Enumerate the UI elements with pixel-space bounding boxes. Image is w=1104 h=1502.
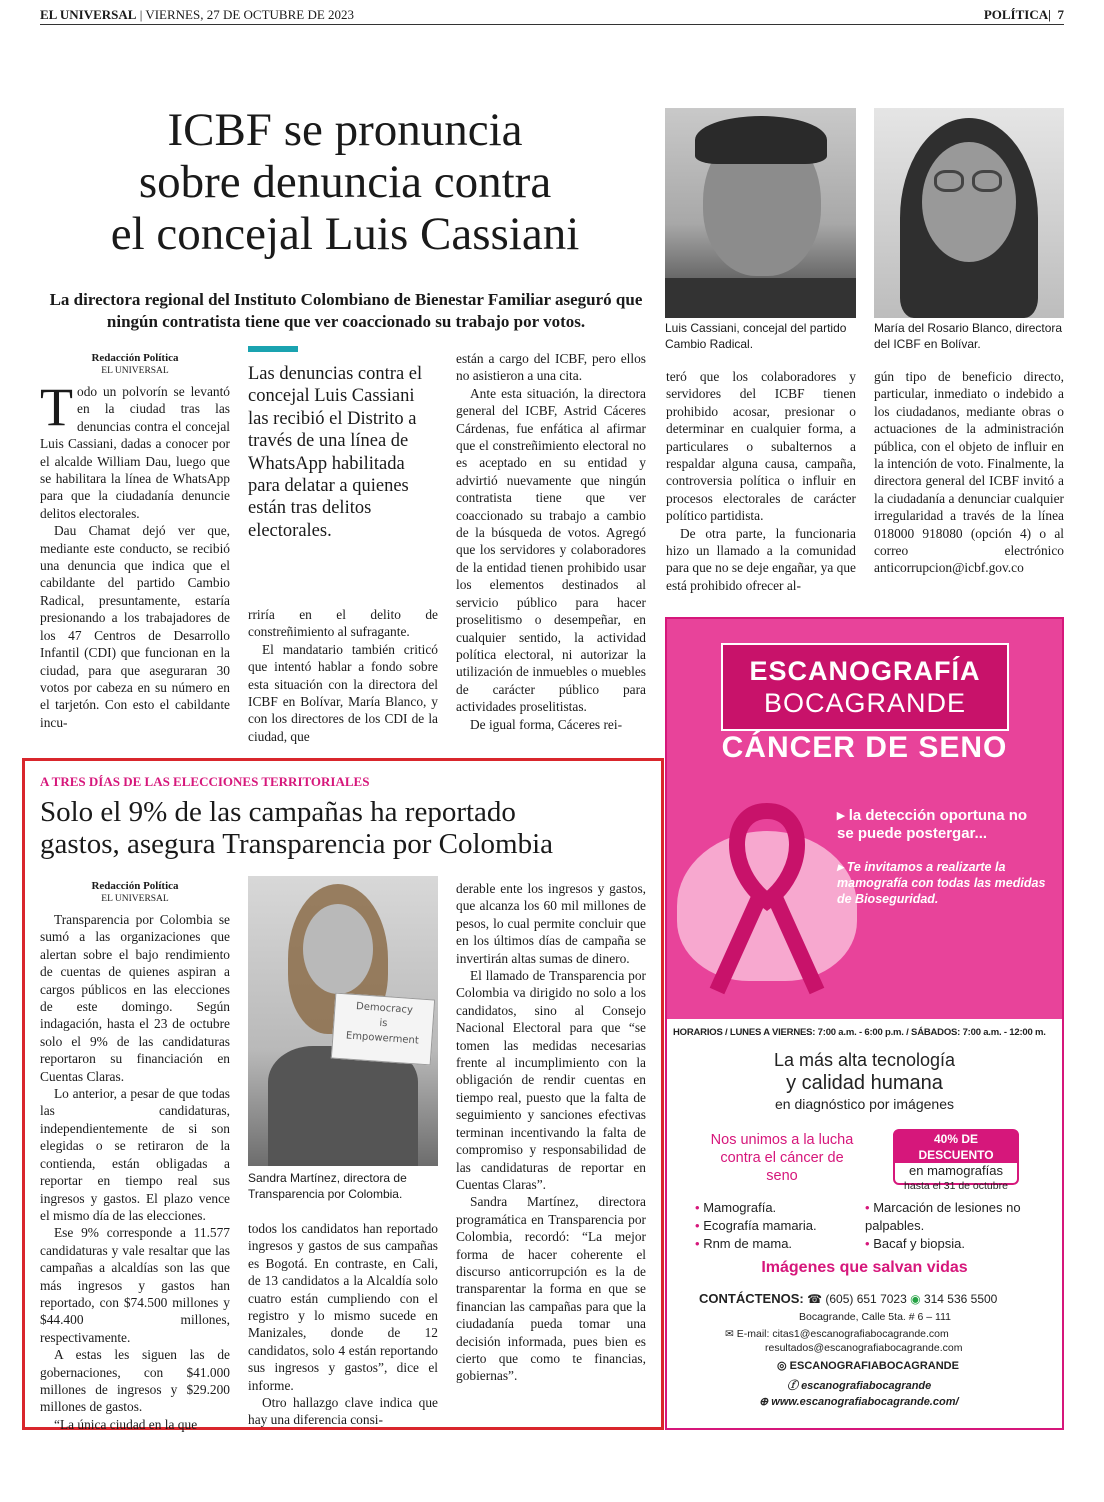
ad-services-left <box>695 1199 865 1253</box>
photo-luis-caption: Luis Cassiani, concejal del partido Cambio Radical. <box>665 321 847 351</box>
ad-left-promo: Nos unimos a la lucha contra el cáncer de seno <box>710 1132 854 1184</box>
ad-contact-label: CONTÁCTENOS: <box>699 1291 804 1306</box>
second-byline <box>40 880 230 905</box>
ad-contact-row <box>699 1291 1059 1306</box>
ad-brand-line-2: BOCAGRANDE <box>763 688 967 718</box>
second-col3-p1: derable ente los ingresos y gastos, que alcanza los 60 mil millones de pesos, lo cual permite concluir que en los últimos días de campaña se invertirán altas sumas de dinero. <box>456 881 646 966</box>
ad-bubble-2: ▸ Te invitamos a realizarte la mamografía con todas las medidas de Bioseguridad. <box>837 860 1046 906</box>
second-col-3 <box>456 880 646 1385</box>
main-col-3 <box>456 350 646 733</box>
instagram-icon: ◎ <box>777 1360 787 1372</box>
main-col4-p1: teró que los colaboradores y servidores del ICBF tienen prohibido acosar, presionar o determinar en cualquier forma, a particulares o subalternos a respaldar alguna causa, campaña, controversia política o influir en procesos electorales de carácter político partidista. <box>666 369 856 524</box>
ad-title: CÁNCER DE SENO <box>721 731 1008 764</box>
ad-email-2: resultados@escanografiabocagrande.com <box>765 1342 963 1354</box>
ad-discount: 40% DE DESCUENTO <box>895 1131 1017 1163</box>
masthead-left: EL UNIVERSAL | VIERNES, 27 DE OCTUBRE DE 2023 <box>40 7 355 22</box>
democracy-sign: Democracy is Empowerment <box>331 993 435 1066</box>
main-byline <box>40 352 230 377</box>
main-col1-p1: Todo un polvorín se levantó en la ciudad tras las denuncias contra el concejal Luis Cassiani, dadas a conocer por el alcalde William Dau, luego que se habilitara la línea de WhatsApp para que la ciudadanía denuncie delitos electorales. <box>40 377 230 521</box>
masthead-right: POLÍTICA| 7 <box>983 7 1064 22</box>
second-col1-p2: Lo anterior, a pesar de que todas las candidaturas, independientemente de si son elegidas o se retiraron de la contienda, están obligadas a reportar en tiempo real sus ingresos y gastos. El plazo vence el mismo día de las elecciones. <box>40 1086 230 1223</box>
play-arrow-icon: ▸ <box>837 807 845 824</box>
second-col1-p5: “La única ciudad en la que <box>54 1416 198 1432</box>
second-byline-paper: EL UNIVERSAL <box>101 894 169 904</box>
ad-email-row <box>725 1327 962 1355</box>
service-item: • Marcación de lesiones no palpables. <box>865 1200 1021 1233</box>
ad-instagram: ESCANOGRAFIABOCAGRANDE <box>789 1360 959 1372</box>
ad-whatsapp: 314 536 5500 <box>923 1292 998 1306</box>
photo-maria-caption: María del Rosario Blanco, directora del ICBF en Bolívar. <box>874 321 1063 351</box>
second-col1-p3: Ese 9% corresponde a 11.577 candidaturas y vale resaltar que las campañas a alcaldías son las que más ingresos y gastos han reportado, con $74.500 millones y $44.400 millones, respectivamente. <box>40 1225 230 1345</box>
main-col3-p3: De igual forma, Cáceres rei- <box>470 716 623 732</box>
masthead-rule <box>40 24 1064 25</box>
main-col1-p2: Dau Chamat dejó ver que, mediante este conducto, se recibió una denuncia que indica que el cabildante del partido Cambio Radical, presuntamente, estaría presionando a los trabajadores de los 47 Centros de Desarrollo Infantil (CDI) que funcionan en la ciudad, para que aseguraran 30 votos por cabeza en su número en el tarjetón. Con esto el cabildante incu- <box>40 523 230 730</box>
issue-date: VIERNES, 27 DE OCTUBRE DE 2023 <box>145 7 355 22</box>
ad-tag-1: La más alta tecnología <box>773 1050 956 1070</box>
ad-web-row <box>759 1395 959 1408</box>
globe-icon: ⊕ <box>759 1396 769 1408</box>
ad-facebook: escanografiabocagrande <box>801 1380 932 1392</box>
ad-email-label: E-mail: <box>736 1328 770 1340</box>
whatsapp-icon: ◉ <box>910 1292 921 1306</box>
byline-name: Redacción Política <box>91 352 179 364</box>
main-headline <box>40 104 650 260</box>
ad-bubble-1: ▸ la detección oportuna no se puede postergar... <box>837 807 1028 842</box>
section-name: POLÍTICA <box>983 7 1049 22</box>
service-item: • Ecografía mamaria. <box>695 1218 817 1233</box>
second-col-2 <box>248 1220 438 1429</box>
main-col-2 <box>248 606 438 745</box>
page-number: 7 <box>1057 7 1064 22</box>
main-col-1 <box>40 352 230 731</box>
second-byline-name: Redacción Política <box>91 880 179 892</box>
main-col-5 <box>874 368 1064 577</box>
ad-slogan: Imágenes que salvan vidas <box>761 1259 968 1276</box>
main-col4-p2: De otra parte, la funcionaria hizo un llamado a la comunidad para que no se deje engañar, ya que está prohibido ofrecer al- <box>666 525 856 593</box>
service-item: • Mamografía. <box>695 1200 777 1215</box>
service-item: • Rnm de mama. <box>695 1236 793 1251</box>
second-col1-p4: A estas les siguen las de gobernaciones, con $41.000 millones de ingresos y $29.200 millones de gastos. <box>40 1347 230 1415</box>
ad-hours: HORARIOS / LUNES A VIERNES: 7:00 a.m. - 6:00 p.m. / SÁBADOS: 7:00 a.m. - 12:00 m. <box>673 1027 1046 1038</box>
ad-address: Bocagrande, Calle 5ta. # 6 – 111 <box>799 1311 951 1323</box>
drop-cap: T <box>40 377 73 437</box>
photo-sandra-caption: Sandra Martínez, directora de Transparencia por Colombia. <box>248 1171 407 1201</box>
main-col2-p1: rriría en el delito de constreñimiento al sufragante. <box>248 607 438 640</box>
pullquote: Las denuncias contra el concejal Luis Cassiani las recibió el Distrito a través de una línea de WhatsApp habilitada para delatar a quienes están tras delitos electorales. <box>248 364 423 541</box>
mail-icon: ✉ <box>725 1328 734 1340</box>
play-arrow-icon-2: ▸ <box>837 860 844 874</box>
photo-maria-blanco <box>874 108 1064 318</box>
main-col3-p1: están a cargo del ICBF, pero ellos no asistieron a una cita. <box>456 351 646 384</box>
ad-tag-3: en diagnóstico por imágenes <box>774 1096 954 1112</box>
ad-email-1: citas1@escanografiabocagrande.com <box>772 1328 949 1340</box>
headline-line-1: ICBF se pronuncia <box>167 104 523 156</box>
paper-name: EL UNIVERSAL <box>40 7 137 22</box>
second-kicker: A TRES DÍAS DE LAS ELECCIONES TERRITORIALES <box>40 774 370 789</box>
ad-brand-line-1: ESCANOGRAFÍA <box>749 656 981 686</box>
byline-paper: EL UNIVERSAL <box>101 366 169 376</box>
ad-discount-box <box>893 1129 1019 1192</box>
ad-discount-until: hasta el 31 de octubre <box>904 1180 1008 1192</box>
second-headline <box>40 796 650 860</box>
ad-web: www.escanografiabocagrande.com/ <box>771 1396 959 1408</box>
second-col2-p1: todos los candidatos han reportado ingresos y gastos de sus campañas es Bogotá. En contraste, en Cali, de 13 candidatos a la Alcaldía solo cuatro están cumpliendo con el registro y lo mismo sucede en Manizales, donde de 12 candidatos, solo 4 están reportando sus ingresos y gastos”, dice el informe. <box>248 1221 438 1393</box>
service-item: • Bacaf y biopsia. <box>865 1236 965 1251</box>
ad-brand-box <box>721 643 1009 731</box>
ad-discount-sub: en mamografías <box>909 1163 1003 1178</box>
second-headline-line-2: gastos, asegura Transparencia por Colombia <box>40 828 554 860</box>
ad-tagline <box>667 1049 1062 1113</box>
second-col2-p2: Otro hallazgo clave indica que hay una diferencia consi- <box>248 1395 438 1428</box>
second-col-1 <box>40 880 230 1433</box>
photo-luis-cassiani <box>665 108 856 318</box>
main-col5-p1: gún tipo de beneficio directo, particular, inmediato o indebido a los ciudadanos, mediante obras o actuaciones de la administración pública, con el objeto de influir en la intención de voto. Finalmente, la directora general del ICBF invitó a la ciudadanía a denunciar cualquier irregularidad a través de la línea 018000 918080 (opción 4) o al correo electrónico anticorrupcion@icbf.gov.co <box>874 369 1064 576</box>
main-deck: La directora regional del Instituto Colombiano de Bienestar Familiar aseguró que ningún contratista tiene que ver coaccionado su trabajo por votos. <box>49 290 643 331</box>
phone-icon: ☎ <box>807 1292 823 1306</box>
headline-line-3: el concejal Luis Cassiani <box>110 208 580 260</box>
second-col3-p3: Sandra Martínez, directora programática en Transparencia por Colombia, recordó: “La mejor forma de hacer coherente el discurso anticorrupción es la de transparentar la forma en que se financian las campañas para que la ciudadanía pueda tomar una decisión informada, pues bien es cierto que como te financias, gobiernas”. <box>456 1194 646 1384</box>
ad-facebook-row <box>787 1377 931 1393</box>
main-col-4 <box>666 368 856 594</box>
second-col1-p1: Transparencia por Colombia se sumó a las organizaciones que alertan sobre el bajo rendimiento de cuentas de quienes aspiran a cargos públicos en las elecciones de este domingo. Según indagación, hasta el 23 de octubre solo el 9% de las candidaturas reportaron su financiación en Cuentas Claras. <box>40 912 230 1084</box>
main-col2-p2: El mandatario también criticó que intentó hablar a fondo sobre esta situación con la directora del ICBF en Bolívar, María Blanco, y con los directores de los CDI de la ciudad, que <box>248 641 438 744</box>
ad-services-right <box>865 1199 1035 1253</box>
second-col3-p2: El llamado de Transparencia por Colombia va dirigido no solo a los candidatos, sino al Consejo Nacional Electoral para que “se tomen las medidas necesarias frente al incumplimiento con la obligación de rendir cuentas en tiempo real, puesto que la falta de seguimiento y sanciones efectivas terminan incentivando la falta de compromiso y responsabilidad de las candidaturas de reportar en Cuentas Claras”. <box>456 968 646 1192</box>
ad-frame <box>665 617 1064 1430</box>
ad-instagram-row <box>777 1359 959 1372</box>
ad-phone: (605) 651 7023 <box>825 1292 907 1306</box>
facebook-icon: ⓕ <box>787 1380 798 1392</box>
main-col3-p2: Ante esta situación, la directora general del ICBF, Astrid Cáceres Cárdenas, fue enfática al afirmar que el constreñimiento electoral no es aceptado en su entidad y advirtió nuevamente que ningún contratista tiene que ver coaccionado su trabajo a cambio de la búsqueda de votos. Agregó que los servidores y colaboradores de la entidad tienen prohibido usar los elementos destinados al servicio público para hacer proselitismo o desempeñar, en cualquier sentido, la actividad política electoral, ni autorizar la utilización de inmuebles o muebles de carácter público para actividades proselitistas. <box>456 385 646 715</box>
headline-line-2: sobre denuncia contra <box>138 156 552 208</box>
ad-tag-2: y calidad humana <box>786 1072 943 1094</box>
photo-sandra-martinez <box>248 876 438 1166</box>
pullquote-bar <box>248 346 298 352</box>
second-headline-line-1: Solo el 9% de las campañas ha reportado <box>40 796 516 828</box>
